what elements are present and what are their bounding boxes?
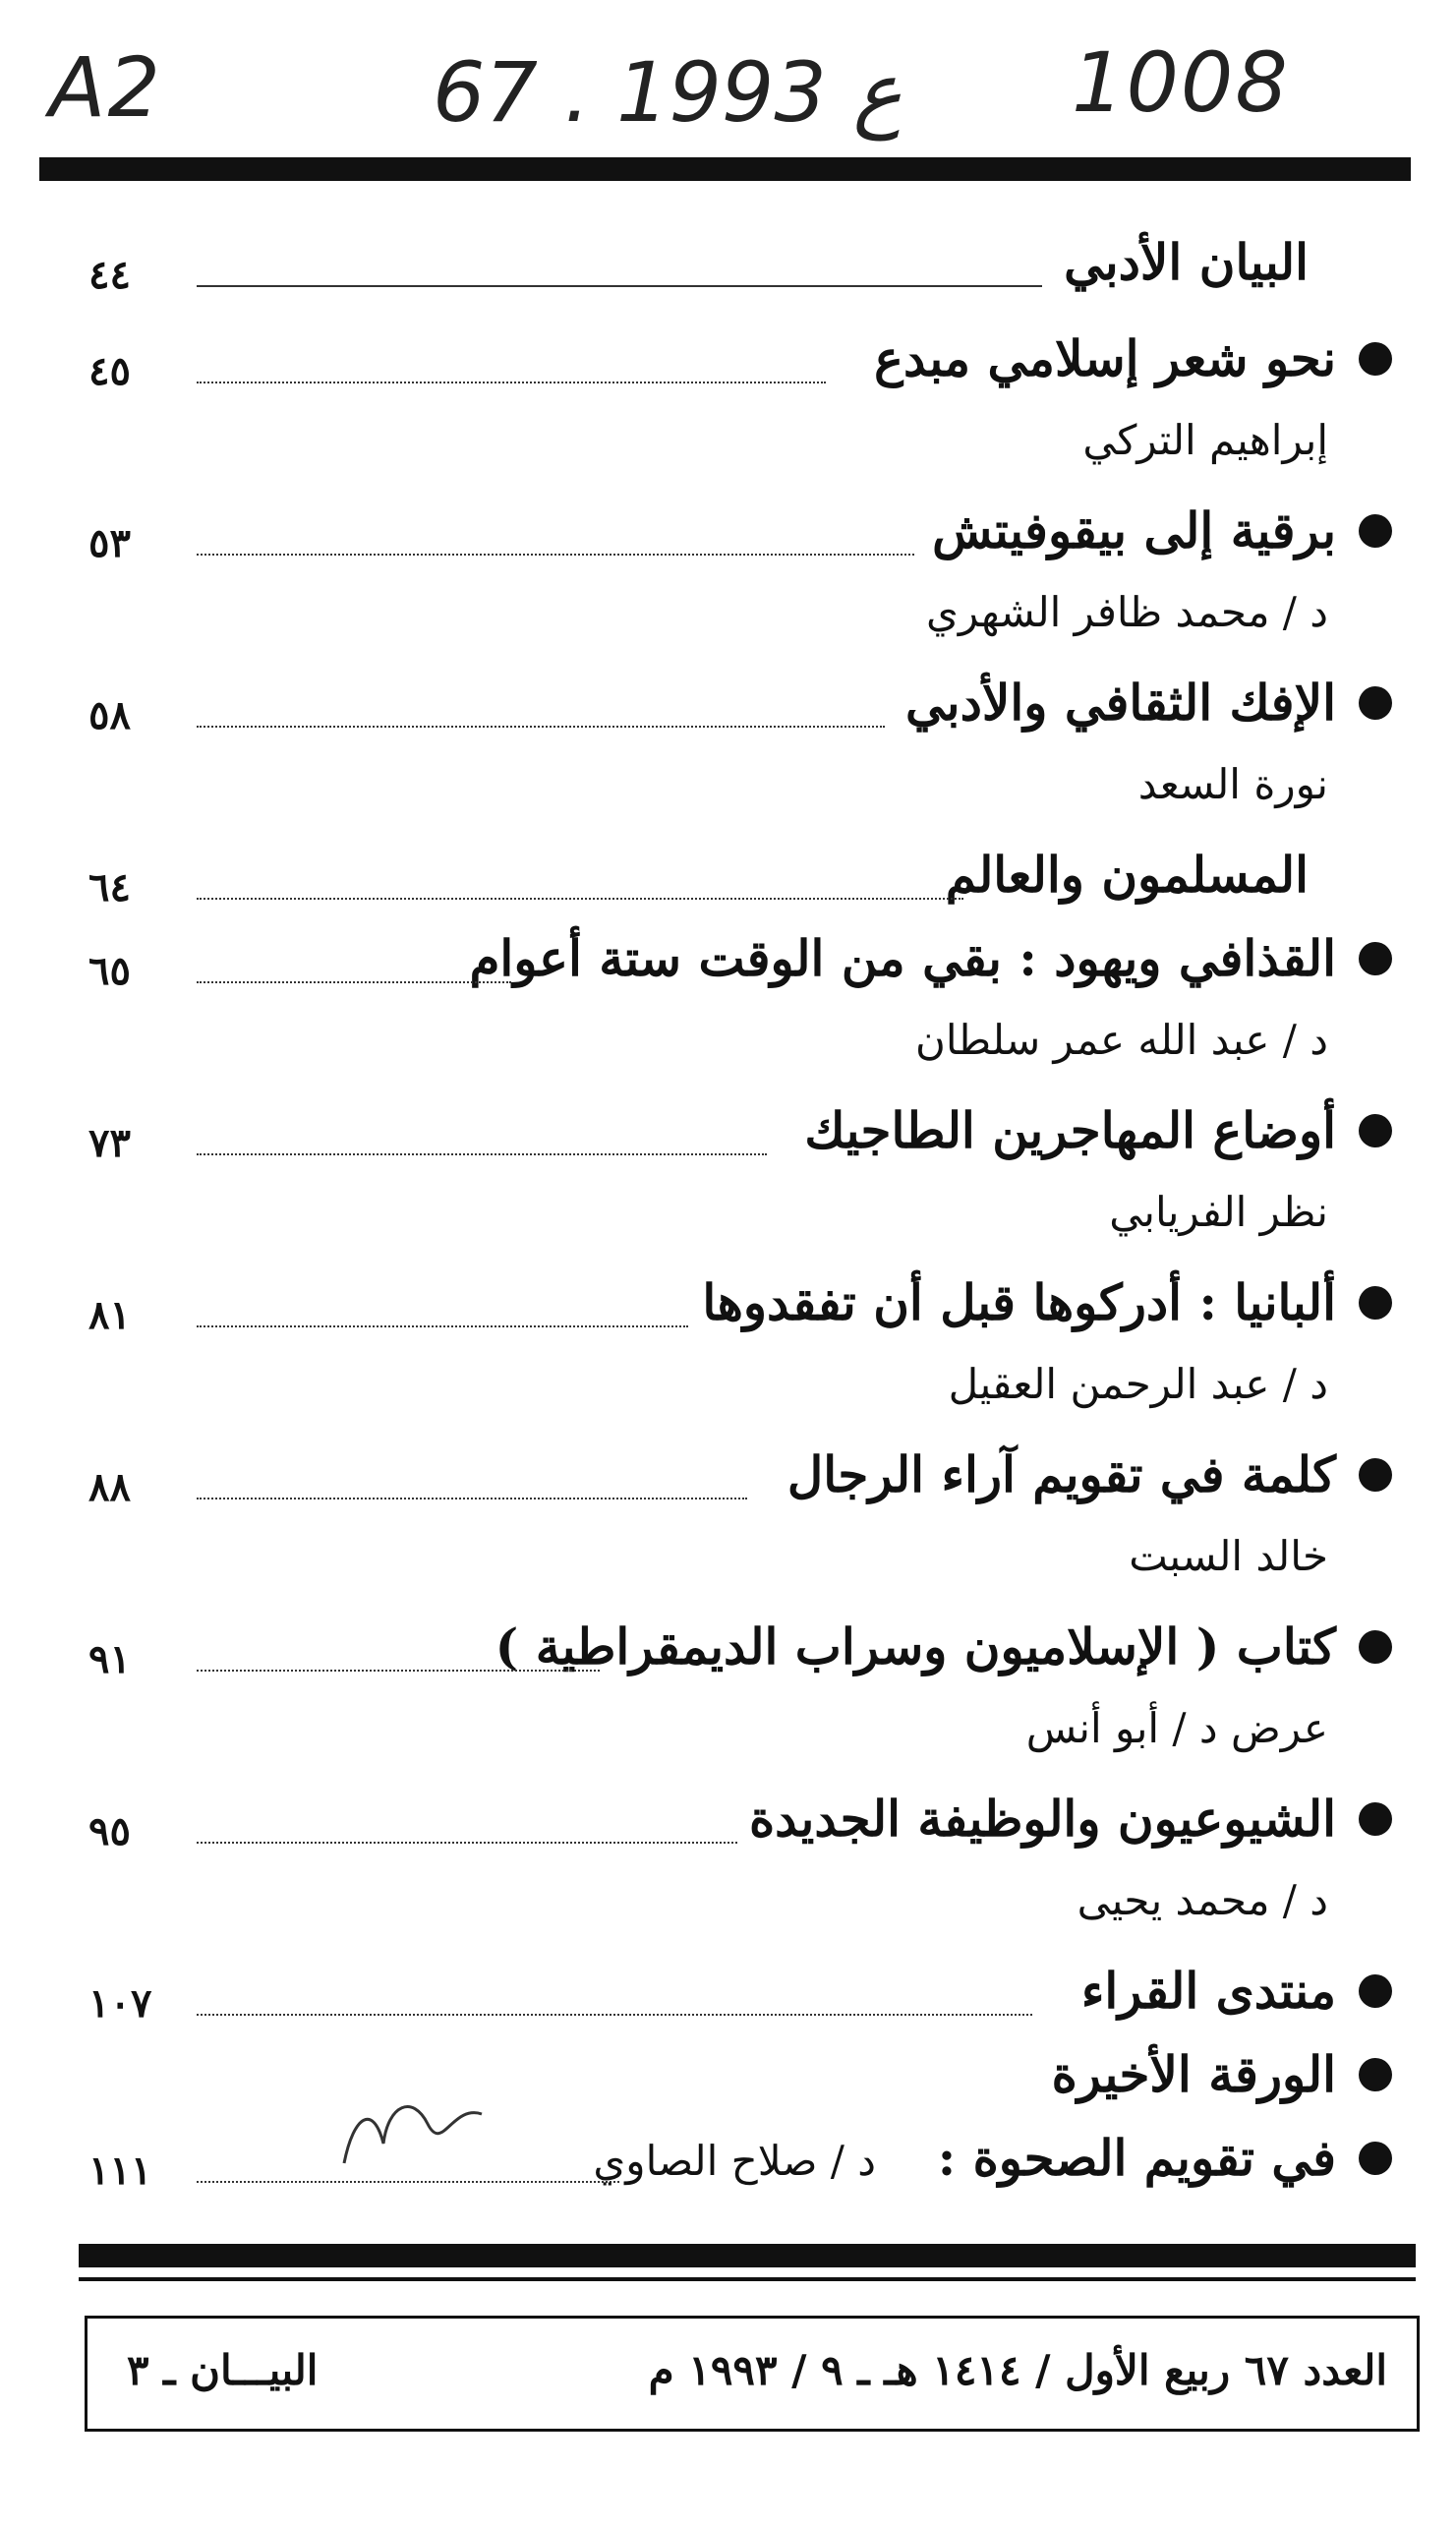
dot-leader bbox=[197, 1153, 767, 1155]
page-number: ٤٤ bbox=[88, 252, 131, 298]
dot-leader bbox=[197, 2181, 619, 2183]
page-number: ٨١ bbox=[88, 1292, 131, 1338]
entry-title: أوضاع المهاجرين الطاجيك bbox=[804, 1101, 1336, 1159]
dot-leader bbox=[197, 1325, 688, 1327]
issue-info: العدد ٦٧ ربيع الأول / ١٤١٤ هـ ـ ٩ / ١٩٩٣ م bbox=[648, 2346, 1387, 2394]
bullet-icon bbox=[1359, 1286, 1392, 1320]
entry-title: برقية إلى بيقوفيتش bbox=[932, 501, 1336, 559]
dot-leader bbox=[197, 2014, 1032, 2016]
entry-title: ألبانيا : أدركوها قبل أن تفقدوها bbox=[702, 1273, 1336, 1331]
page-number: ٩١ bbox=[88, 1636, 131, 1682]
entry-title: في تقويم الصحوة : bbox=[937, 2129, 1336, 2187]
magazine-page: البيـــان ـ ٣ bbox=[127, 2346, 319, 2394]
page-number: ٦٤ bbox=[88, 864, 131, 911]
bullet-icon bbox=[1359, 1802, 1392, 1836]
dot-leader bbox=[197, 285, 1042, 287]
entry-title: كلمة في تقويم آراء الرجال bbox=[786, 1445, 1336, 1503]
entry-author: د / محمد يحيى bbox=[1077, 1876, 1328, 1924]
page-number: ١٠٧ bbox=[88, 1980, 152, 2027]
handwritten-code: A2 bbox=[49, 39, 162, 136]
bullet-icon bbox=[1359, 1114, 1392, 1147]
page-number: ١١١ bbox=[88, 2147, 152, 2194]
bottom-rule bbox=[79, 2244, 1416, 2267]
entry-author: د / محمد ظافر الشهري bbox=[925, 588, 1328, 636]
entry-author: نورة السعد bbox=[1137, 760, 1328, 808]
dot-leader bbox=[197, 1842, 737, 1844]
entry-author: د / عبد الرحمن العقيل bbox=[948, 1360, 1328, 1408]
bottom-rule-thin bbox=[79, 2277, 1416, 2281]
bullet-icon bbox=[1359, 1974, 1392, 2008]
entry-title: الإفك الثقافي والأدبي bbox=[905, 674, 1336, 732]
bullet-icon bbox=[1359, 2058, 1392, 2091]
entry-author: عرض د / أبو أنس bbox=[1025, 1704, 1328, 1752]
handwritten-number: 1008 bbox=[1072, 34, 1290, 131]
page-number: ٤٥ bbox=[88, 348, 131, 394]
dot-leader bbox=[197, 726, 885, 728]
page-number: ٦٥ bbox=[88, 948, 131, 994]
signature-scribble bbox=[334, 2085, 492, 2173]
dot-leader bbox=[197, 981, 511, 983]
page-number: ٧٣ bbox=[88, 1120, 131, 1166]
entry-title: الشيوعيون والوظيفة الجديدة bbox=[748, 1790, 1336, 1848]
page-number: ٥٣ bbox=[88, 520, 131, 566]
handwritten-reference: 67 . ع 1993 bbox=[433, 44, 903, 141]
entry-author: نظر الفريابي bbox=[1109, 1188, 1328, 1236]
page-number: ٩٥ bbox=[88, 1808, 131, 1854]
top-rule bbox=[39, 157, 1411, 181]
entry-title: الورقة الأخيرة bbox=[1051, 2045, 1336, 2103]
entry-title: البيان الأدبي bbox=[1064, 233, 1309, 291]
entry-title: نحو شعر إسلامي مبدع bbox=[874, 329, 1336, 387]
page-number: ٥٨ bbox=[88, 692, 131, 738]
entry-title: منتدى القراء bbox=[1080, 1962, 1336, 2020]
footer-box bbox=[85, 2316, 1420, 2432]
bullet-icon bbox=[1359, 1630, 1392, 1664]
entry-title: كتاب ( الإسلاميون وسراب الديمقراطية ) bbox=[495, 1617, 1336, 1676]
bullet-icon bbox=[1359, 2142, 1392, 2175]
bullet-icon bbox=[1359, 942, 1392, 975]
dot-leader bbox=[197, 554, 914, 556]
bullet-icon bbox=[1359, 686, 1392, 720]
entry-title: القذافي ويهود : بقي من الوقت ستة أعوام bbox=[469, 929, 1336, 987]
dot-leader bbox=[197, 1670, 600, 1672]
dot-leader bbox=[197, 382, 826, 383]
bullet-icon bbox=[1359, 1458, 1392, 1492]
dot-leader bbox=[197, 1498, 747, 1499]
entry-title: المسلمون والعالم bbox=[945, 846, 1309, 904]
entry-author: إبراهيم التركي bbox=[1082, 416, 1328, 464]
entry-author: د / عبد الله عمر سلطان bbox=[915, 1016, 1328, 1064]
bullet-icon bbox=[1359, 342, 1392, 376]
entry-author: خالد السبت bbox=[1129, 1532, 1328, 1580]
bullet-icon bbox=[1359, 514, 1392, 548]
entry-author: د / صلاح الصاوي bbox=[593, 2137, 876, 2185]
page-number: ٨٨ bbox=[88, 1464, 131, 1510]
dot-leader bbox=[197, 898, 963, 900]
